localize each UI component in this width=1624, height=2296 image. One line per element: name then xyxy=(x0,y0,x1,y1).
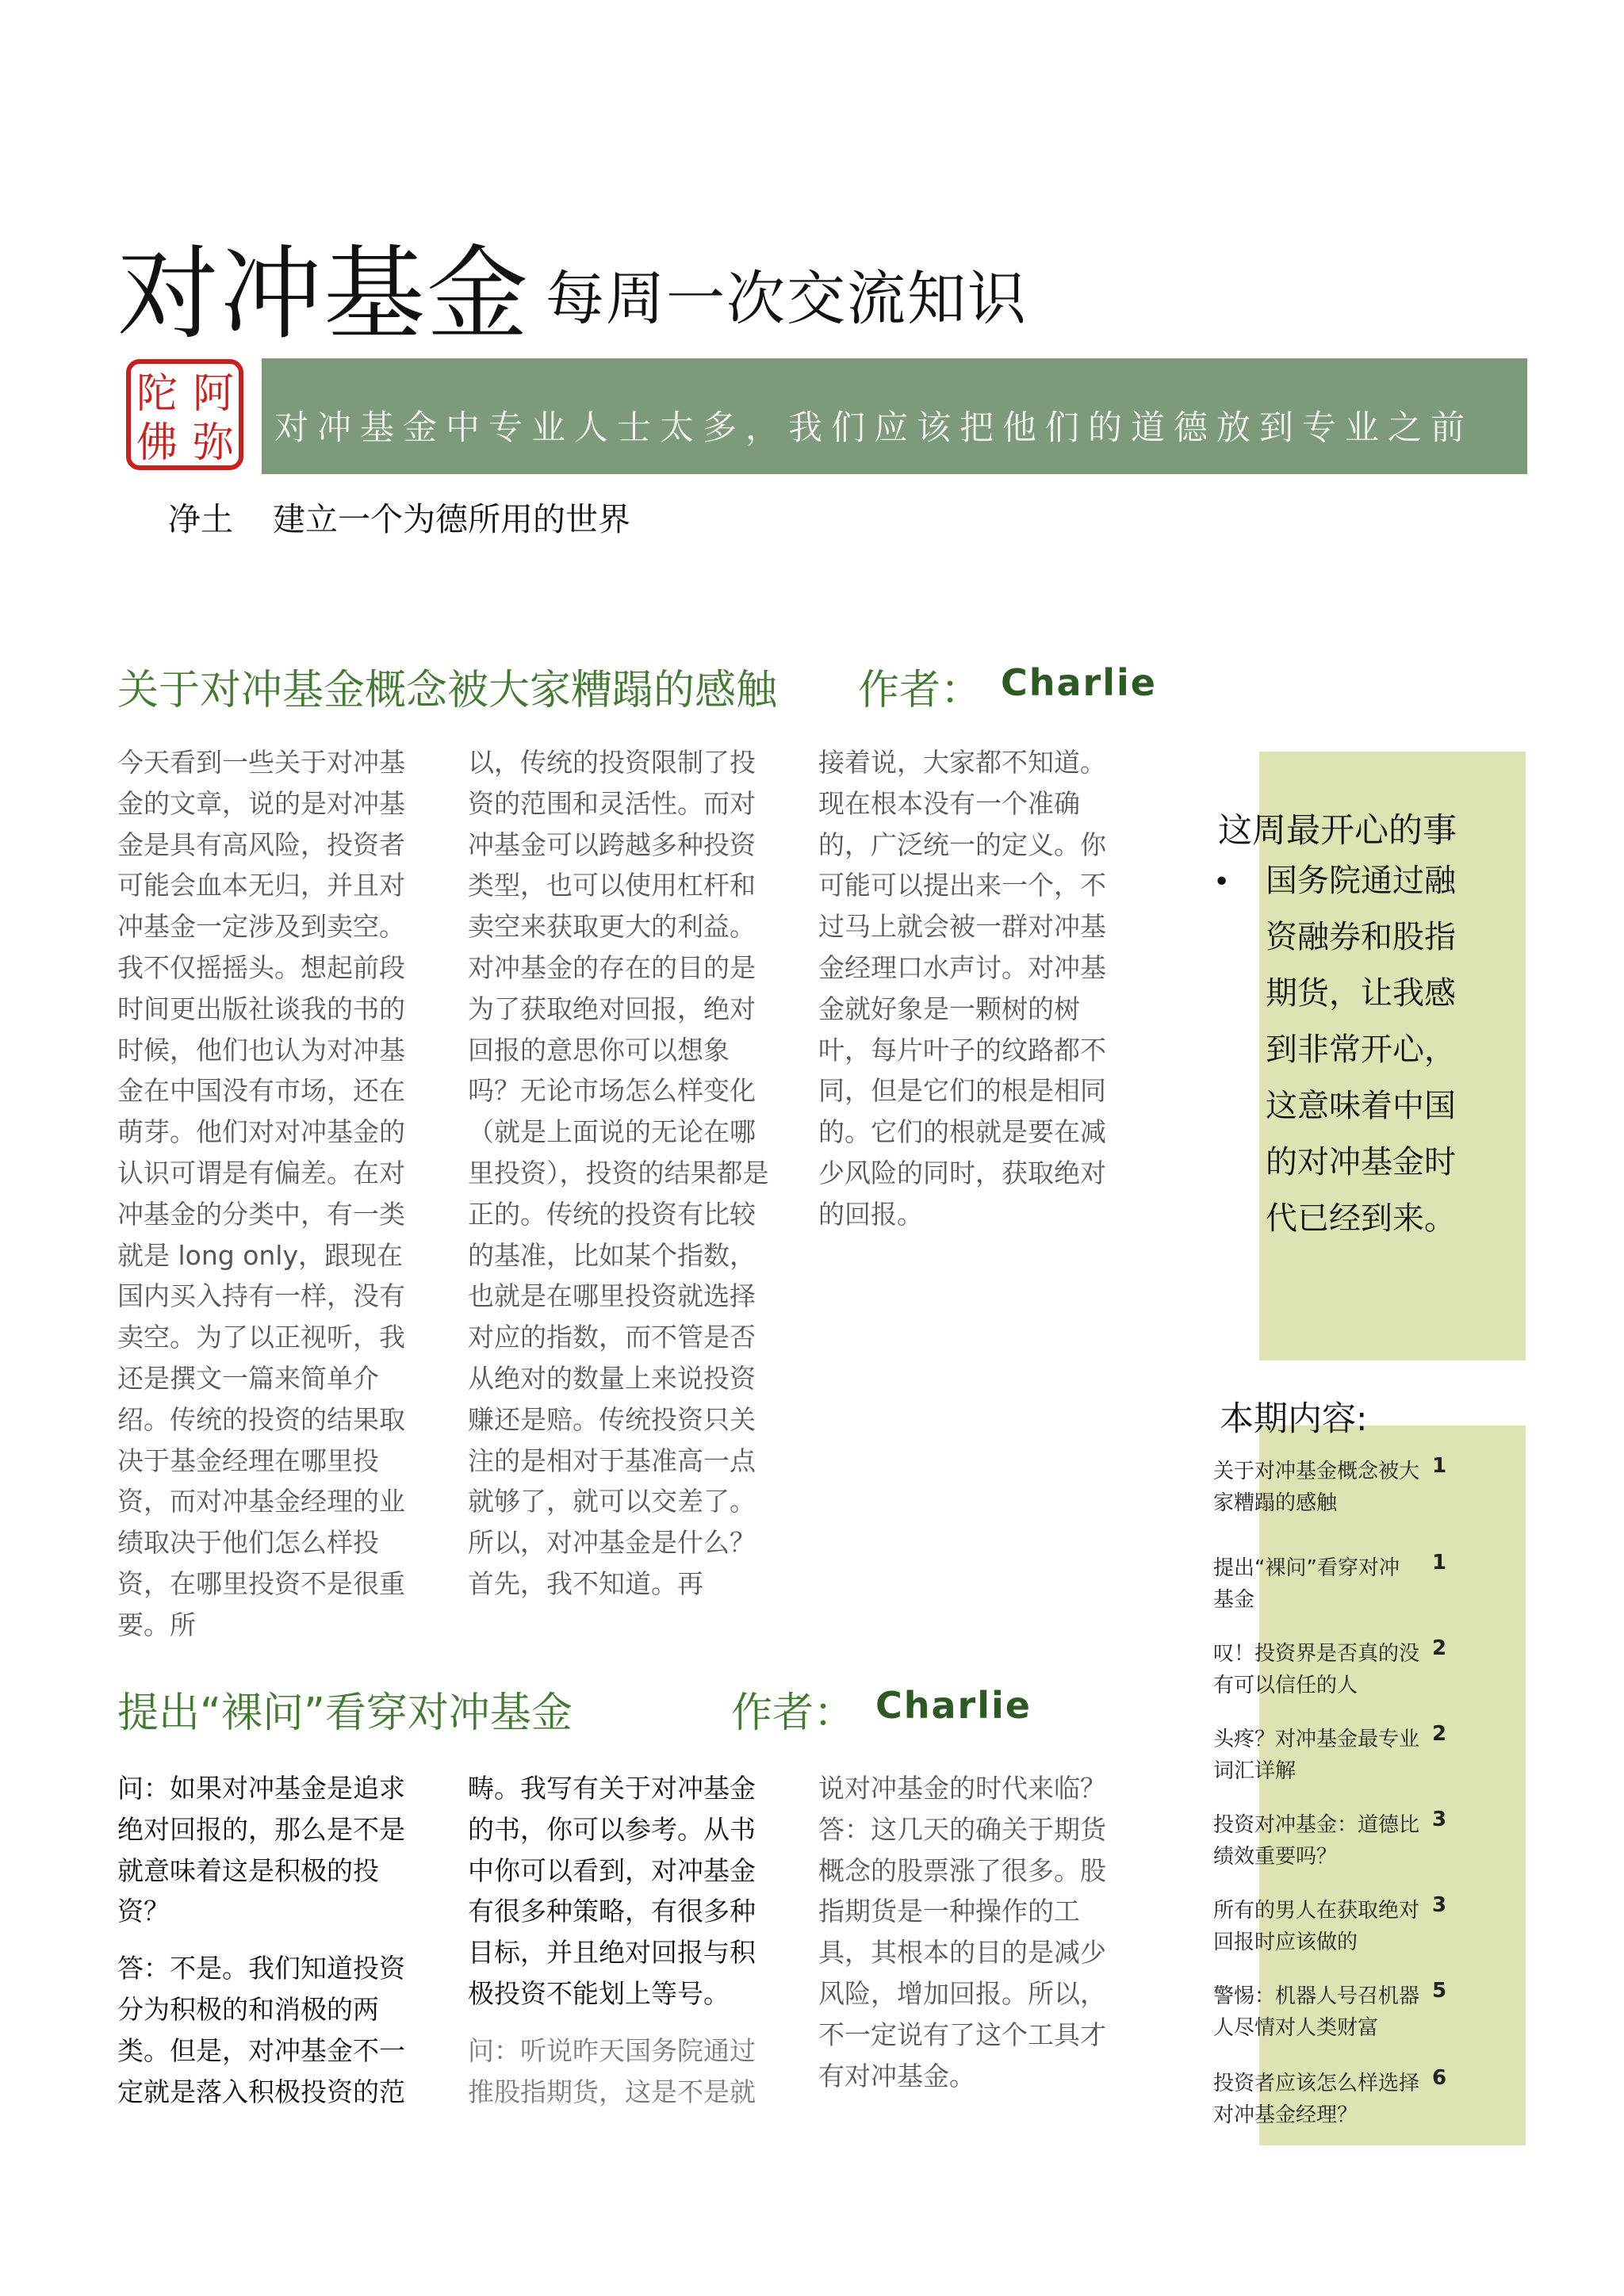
toc-page-number: 3 xyxy=(1432,1808,1447,1831)
article1-author-label: 作者： xyxy=(858,667,982,714)
toc-item[interactable]: 警惕：机器人号召机器人尽情对人类财富 xyxy=(1213,1984,1420,2040)
article1-column-3: 接着说，大家都不知道。现在根本没有一个准确的，广泛统一的定义。你可能可以提出来一个，不过马上就会被一群对冲基金经理口水声讨。对冲基金就好象是一颗树的树叶，每片叶子的纹路都不同，但是它们的根是相同的。它们的根就是要在减少风险的同时，获取绝对的回报。 xyxy=(818,747,1106,1230)
svg-text:阿: 阿 xyxy=(192,370,235,418)
masthead-title: 对冲基金 xyxy=(117,235,530,354)
article2-question-2: 问：听说昨天国务院通过推股指期货，这是不是就 xyxy=(468,2034,756,2107)
svg-text:佛: 佛 xyxy=(136,419,178,467)
toc-page-number: 1 xyxy=(1432,1551,1447,1575)
article1-author-name: Charlie xyxy=(1001,661,1157,704)
toc-title: 本期内容: xyxy=(1220,1399,1368,1439)
svg-text:陀: 陀 xyxy=(136,370,178,418)
toc-page-number: 1 xyxy=(1432,1454,1447,1478)
toc-item[interactable]: 叹！投资界是否真的没有可以信任的人 xyxy=(1213,1642,1420,1697)
article2-column-2 xyxy=(468,1768,779,2112)
toc-item[interactable]: 所有的男人在获取绝对回报时应该做的 xyxy=(1213,1899,1420,1954)
happy-news-text: 国务院通过融资融券和股指期货，让我感到非常开心，这意味着中国的对冲基金时代已经到来。 xyxy=(1266,863,1456,1237)
article2-author-label: 作者： xyxy=(731,1689,856,1737)
toc-page-number: 2 xyxy=(1432,1636,1447,1660)
svg-text:弥: 弥 xyxy=(192,419,235,467)
toc-item[interactable]: 关于对冲基金概念被大家糟蹋的感触 xyxy=(1213,1460,1420,1515)
toc-item[interactable]: 投资者应该怎么样选择对冲基金经理？ xyxy=(1213,2072,1420,2127)
article2-column-3: 说对冲基金的时代来临？答：这几天的确关于期货概念的股票涨了很多。股指期货是一种操作的工具，其根本的目的是减少风险，增加回报。所以，不一定说有了这个工具才有对冲基金。 xyxy=(818,1773,1106,2091)
bullet-icon: • xyxy=(1213,866,1231,898)
toc-item[interactable]: 头疼？对冲基金最专业词汇详解 xyxy=(1213,1728,1420,1783)
article2-answer-1: 答：不是。我们知道投资分为积极的和消极的两类。但是，对冲基金不一定就是落入积极投资的范 xyxy=(117,1953,405,2107)
article2-headline: 提出“裸问”看穿对冲基金 xyxy=(117,1689,573,1737)
toc-page-number: 2 xyxy=(1432,1722,1447,1746)
article1-column-2: 以，传统的投资限制了投资的范围和灵活性。而对冲基金可以跨越多种投资类型，也可以使用杠杆和卖空来获取更大的利益。对冲基金的存在的目的是为了获取绝对回报，绝对回报的意思你可以想象吗？无论市场怎么样变化（就是上面说的无论在哪里投资），投资的结果都是正的。传统的投资有比较的基准，比如某个指数，也就是在哪里投资就选择对应的指数，而不管是否从绝对的数量上来说投资赚还是赔。传统投资只关注的是相对于基准高一点就够了，就可以交差了。所以，对冲基金是什么？首先，我不知道。再 xyxy=(468,747,769,1599)
toc-item[interactable]: 提出“裸问”看穿对冲基金 xyxy=(1213,1556,1400,1612)
toc-item[interactable]: 投资对冲基金：道德比绩效重要吗？ xyxy=(1213,1813,1420,1869)
article2-answer-1-cont: 畴。我写有关于对冲基金的书，你可以参考。从书中你可以看到，对冲基金有很多种策略，有很多种目标，并且绝对回报与积极投资不能划上等号。 xyxy=(468,1773,756,2009)
article1-headline: 关于对冲基金概念被大家糟蹋的感触 xyxy=(117,667,778,714)
article2-column-1 xyxy=(117,1768,428,2112)
article2-author-name: Charlie xyxy=(875,1684,1032,1727)
tagline-label: 净土 xyxy=(168,500,233,538)
toc-page-number: 3 xyxy=(1432,1893,1447,1917)
banner-motto: 对冲基金中专业人士太多，我们应该把他们的道德放到专业之前 xyxy=(274,408,1473,448)
toc-page-number: 5 xyxy=(1432,1979,1447,2003)
article1-column-1: 今天看到一些关于对冲基金的文章，说的是对冲基金是具有高风险，投资者可能会血本无归，并且对冲基金一定涉及到卖空。我不仅摇摇头。想起前段时间更出版社谈我的书的时候，他们也认为对冲基金在中国没有市场，还在萌芽。他们对对冲基金的认识可谓是有偏差。在对冲基金的分类中，有一类就是 long only，跟现在国内买入持有一样，没有卖空。为了以正视听，我还是撰文一篇来简单介绍。传统的投资的结果取决于基金经理在哪里投资，而对冲基金经理的业绩取决于他们怎么样投资，在哪里投资不是很重要。所 xyxy=(117,747,405,1640)
tagline: 建立一个为德所用的世界 xyxy=(273,500,630,538)
toc-page-number: 6 xyxy=(1432,2066,1447,2090)
masthead-subtitle: 每周一次交流知识 xyxy=(546,265,1028,333)
seal-stamp-icon xyxy=(125,358,244,471)
happy-news-title: 这周最开心的事 xyxy=(1218,811,1457,851)
article2-question-1: 问：如果对冲基金是追求绝对回报的，那么是不是就意味着这是积极的投资？ xyxy=(117,1773,405,1927)
